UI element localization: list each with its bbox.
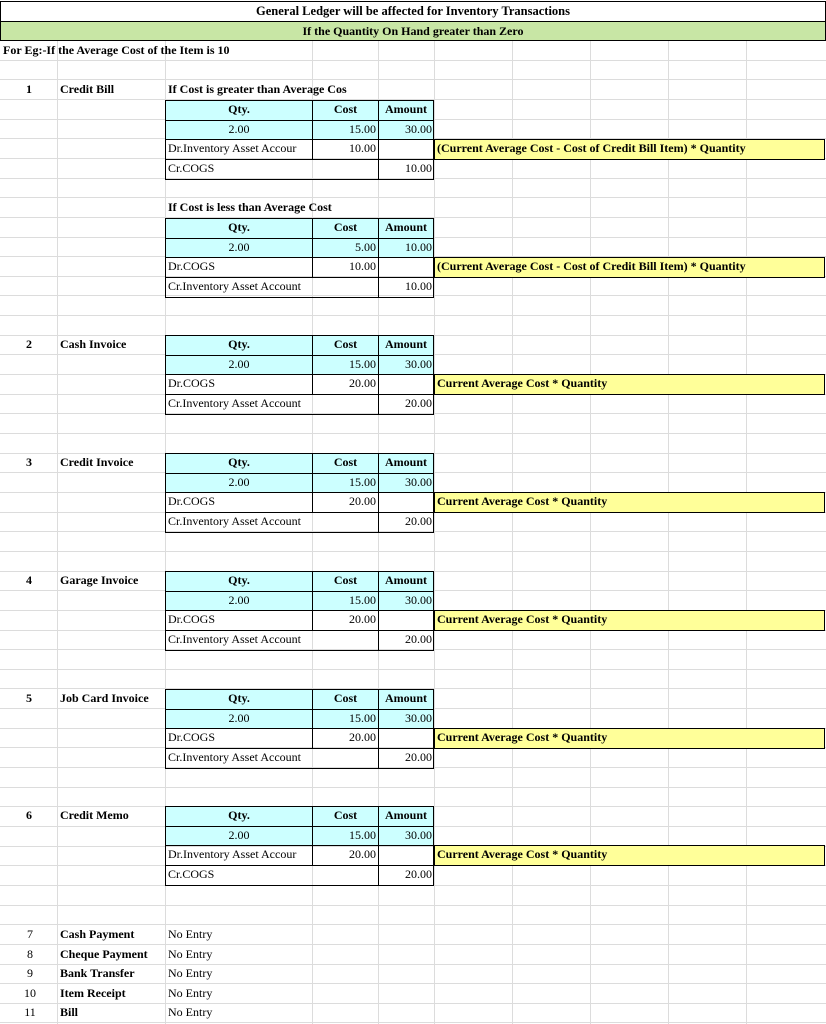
example-note: For Eg:-If the Average Cost of the Item is 10 [3, 43, 230, 57]
debit-account-label: Dr.COGS [168, 376, 216, 390]
formula-text: (Current Average Cost - Cost of Credit Bill Item) * Quantity [437, 259, 746, 273]
sheet-title: General Ledger will be affected for Inventory Transactions [0, 1, 826, 22]
amount-value: 10.00 [405, 240, 432, 254]
section-name: Garage Invoice [60, 573, 139, 587]
section-name: Credit Invoice [60, 455, 134, 469]
entry-value: No Entry [168, 1005, 213, 1019]
qty-header: Qty. [228, 455, 250, 469]
cost-value: 5.00 [355, 240, 376, 254]
credit-account-label: Cr.COGS [168, 867, 215, 881]
credit-value: 20.00 [405, 750, 432, 764]
credit-value: 20.00 [405, 396, 432, 410]
section-number: 1 [26, 82, 32, 96]
credit-account-label: Cr.Inventory Asset Account [168, 514, 301, 528]
dr-amount-cell [378, 257, 434, 278]
debit-account-label: Dr.COGS [168, 259, 216, 273]
section-name: Credit Bill [60, 82, 115, 96]
grid-row-line [0, 1003, 826, 1004]
cost-header: Cost [333, 808, 358, 822]
section-name: Cash Invoice [60, 337, 127, 351]
amount-header: Amount [384, 808, 427, 822]
grid-row-line [0, 79, 826, 80]
entry-value: No Entry [168, 966, 213, 980]
qty-value: 2.00 [228, 122, 250, 136]
grid-row-line [0, 433, 826, 434]
debit-value: 20.00 [349, 847, 376, 861]
credit-account-label: Cr.COGS [168, 161, 215, 175]
credit-account-label: Cr.Inventory Asset Account [168, 396, 301, 410]
entry-name: Cheque Payment [60, 947, 148, 961]
qty-header: Qty. [228, 573, 250, 587]
entry-name: Bank Transfer [60, 966, 135, 980]
entry-number: 7 [27, 927, 33, 941]
amount-value: 30.00 [405, 475, 432, 489]
qty-header: Qty. [228, 691, 250, 705]
section-number: 2 [26, 337, 32, 351]
section-number: 4 [26, 573, 32, 587]
credit-account-label: Cr.Inventory Asset Account [168, 279, 301, 293]
grid-row-line [0, 60, 826, 61]
case-caption: If Cost is less than Average Cost [168, 200, 332, 214]
amount-header: Amount [384, 691, 427, 705]
entry-value: No Entry [168, 947, 213, 961]
dr-amount-cell [378, 610, 434, 631]
entry-name: Cash Payment [60, 927, 135, 941]
dr-amount-cell [378, 845, 434, 866]
cost-header: Cost [333, 455, 358, 469]
debit-value: 20.00 [349, 612, 376, 626]
amount-header: Amount [384, 573, 427, 587]
qty-value: 2.00 [228, 240, 250, 254]
formula-text: Current Average Cost * Quantity [437, 612, 608, 626]
debit-value: 20.00 [349, 494, 376, 508]
amount-value: 30.00 [405, 357, 432, 371]
credit-value: 20.00 [405, 514, 432, 528]
section-name: Job Card Invoice [60, 691, 149, 705]
credit-value: 10.00 [405, 279, 432, 293]
sheet-subtitle: If the Quantity On Hand greater than Zero [0, 21, 826, 41]
grid-col-line [57, 40, 58, 1024]
grid-row-line [0, 551, 826, 552]
entry-number: 8 [27, 947, 33, 961]
debit-value: 10.00 [349, 259, 376, 273]
section-number: 6 [26, 808, 32, 822]
cost-value: 15.00 [349, 828, 376, 842]
formula-text: Current Average Cost * Quantity [437, 376, 608, 390]
grid-col-line [434, 40, 435, 1024]
credit-account-label: Cr.Inventory Asset Account [168, 632, 301, 646]
entry-value: No Entry [168, 927, 213, 941]
cost-value: 15.00 [349, 357, 376, 371]
debit-account-label: Dr.Inventory Asset Accour [168, 847, 297, 861]
entry-number: 9 [27, 966, 33, 980]
cost-value: 15.00 [349, 711, 376, 725]
debit-value: 10.00 [349, 141, 376, 155]
cost-header: Cost [333, 337, 358, 351]
cost-value: 15.00 [349, 122, 376, 136]
grid-col-line [746, 40, 747, 1024]
cost-header: Cost [333, 220, 358, 234]
debit-account-label: Dr.COGS [168, 494, 216, 508]
cost-header: Cost [333, 102, 358, 116]
amount-value: 30.00 [405, 122, 432, 136]
qty-value: 2.00 [228, 475, 250, 489]
dr-amount-cell [378, 139, 434, 160]
credit-account-label: Cr.Inventory Asset Account [168, 750, 301, 764]
debit-account-label: Dr.Inventory Asset Accour [168, 141, 297, 155]
section-number: 5 [26, 691, 32, 705]
debit-account-label: Dr.COGS [168, 612, 216, 626]
amount-value: 30.00 [405, 828, 432, 842]
dr-amount-cell [378, 374, 434, 395]
debit-value: 20.00 [349, 730, 376, 744]
credit-value: 10.00 [405, 161, 432, 175]
grid-row-line [0, 669, 826, 670]
grid-row-line [0, 315, 826, 316]
grid-col-line [512, 40, 513, 1024]
cost-value: 15.00 [349, 475, 376, 489]
section-name: Credit Memo [60, 808, 129, 822]
amount-value: 30.00 [405, 593, 432, 607]
entry-name: Bill [60, 1005, 79, 1019]
entry-number: 11 [24, 1005, 36, 1019]
qty-header: Qty. [228, 337, 250, 351]
qty-value: 2.00 [228, 711, 250, 725]
qty-header: Qty. [228, 220, 250, 234]
dr-amount-cell [378, 728, 434, 749]
grid-col-line [590, 40, 591, 1024]
case-caption: If Cost is greater than Average Cos [168, 82, 347, 96]
formula-text: (Current Average Cost - Cost of Credit Bill Item) * Quantity [437, 141, 746, 155]
cost-value: 15.00 [349, 593, 376, 607]
qty-header: Qty. [228, 102, 250, 116]
entry-value: No Entry [168, 986, 213, 1000]
grid-row-line [0, 197, 826, 198]
cost-header: Cost [333, 691, 358, 705]
grid-col-line [668, 40, 669, 1024]
section-number: 3 [26, 455, 32, 469]
formula-text: Current Average Cost * Quantity [437, 494, 608, 508]
debit-account-label: Dr.COGS [168, 730, 216, 744]
entry-number: 10 [24, 986, 36, 1000]
qty-header: Qty. [228, 808, 250, 822]
amount-value: 30.00 [405, 711, 432, 725]
qty-value: 2.00 [228, 593, 250, 607]
qty-value: 2.00 [228, 828, 250, 842]
qty-value: 2.00 [228, 357, 250, 371]
formula-text: Current Average Cost * Quantity [437, 847, 608, 861]
amount-header: Amount [384, 455, 427, 469]
dr-amount-cell [378, 492, 434, 513]
grid-row-line [0, 1022, 826, 1023]
grid-row-line [0, 905, 826, 906]
grid-row-line [0, 787, 826, 788]
formula-text: Current Average Cost * Quantity [437, 730, 608, 744]
amount-header: Amount [384, 337, 427, 351]
entry-name: Item Receipt [60, 986, 126, 1000]
cost-header: Cost [333, 573, 358, 587]
amount-header: Amount [384, 102, 427, 116]
credit-value: 20.00 [405, 632, 432, 646]
amount-header: Amount [384, 220, 427, 234]
debit-value: 20.00 [349, 376, 376, 390]
credit-value: 20.00 [405, 867, 432, 881]
